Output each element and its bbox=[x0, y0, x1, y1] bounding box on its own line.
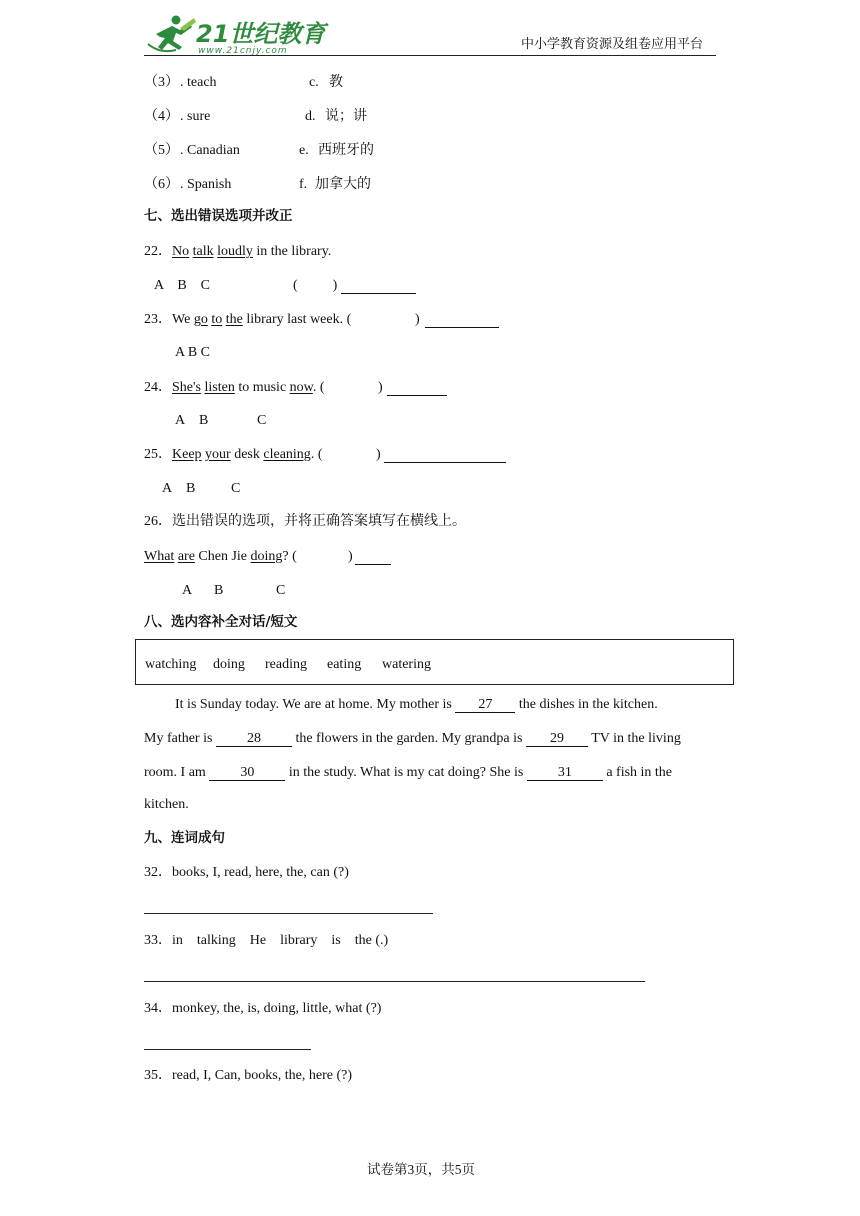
blank-30[interactable]: 30 bbox=[209, 765, 285, 781]
blank-27[interactable]: 27 bbox=[455, 697, 515, 713]
q25: 25．Keep your desk cleaning. ( bbox=[144, 447, 323, 462]
q24-paren-close: ) bbox=[378, 380, 383, 395]
word-bank-reading: reading bbox=[265, 657, 307, 672]
match-meaning-f: 加拿大的 bbox=[315, 177, 371, 192]
blank-29[interactable]: 29 bbox=[526, 731, 588, 747]
q26-opt-b: B bbox=[214, 583, 224, 598]
q23: 23．We go to the library last week. ( bbox=[144, 312, 352, 327]
q32: 32．books, I, read, here, the, can (?) bbox=[144, 865, 349, 880]
q25-opt-b: B bbox=[186, 481, 196, 496]
q26-paren-close: ) bbox=[348, 549, 353, 564]
logo-url-text: www.21cnjy.com bbox=[198, 46, 288, 56]
q23-option-c: the bbox=[225, 312, 243, 327]
q33: 33．in talking He library is the (.) bbox=[144, 933, 389, 948]
q32-answer-line[interactable] bbox=[144, 913, 433, 914]
platform-text: 中小学教育资源及组卷应用平台 bbox=[521, 36, 704, 51]
q22-answer-blank[interactable] bbox=[341, 281, 416, 294]
q26-option-b: are bbox=[177, 549, 195, 564]
q24-opt-c: C bbox=[257, 413, 267, 428]
q22 bbox=[144, 245, 331, 259]
q26: What are Chen Jie doing? ( bbox=[144, 549, 297, 564]
q25-option-b: your bbox=[205, 447, 231, 462]
q24-option-c: now bbox=[289, 380, 313, 395]
q33-answer-line[interactable] bbox=[144, 981, 645, 982]
match-meaning-e: 西班牙的 bbox=[318, 143, 374, 158]
q24: 24．She's listen to music now. ( bbox=[144, 380, 325, 395]
q26-answer-blank[interactable] bbox=[355, 552, 391, 565]
match-meaning-c: 教 bbox=[329, 75, 343, 90]
match-word-3: . teach bbox=[180, 75, 217, 90]
passage-line-3: room. I am 30 in the study. What is my cat doing? She is 31 a fish in the bbox=[144, 765, 673, 780]
q22-option-b: talk bbox=[192, 244, 214, 259]
match-letter-f: f. bbox=[299, 177, 308, 192]
page-footer: 试卷第3页，共5页 bbox=[367, 1162, 475, 1177]
q24-opt-b: B bbox=[199, 413, 209, 428]
match-num-6: （6） bbox=[144, 177, 179, 192]
section9-title: 九、连词成句 bbox=[144, 830, 225, 846]
q24-opt-a: A bbox=[175, 413, 186, 428]
q23-paren-close: ) bbox=[415, 312, 420, 327]
q34: 34．monkey, the, is, doing, little, what (?) bbox=[144, 1001, 382, 1016]
section8-title: 八、选内容补全对话/短文 bbox=[144, 614, 298, 630]
q23-option-a: go bbox=[193, 312, 208, 327]
q26-option-c: doing bbox=[250, 549, 283, 564]
word-bank-watering: watering bbox=[382, 657, 431, 672]
q34-answer-line[interactable] bbox=[144, 1049, 311, 1050]
passage-line-1: It is Sunday today. We are at home. My mother is 27 the dishes in the kitchen. bbox=[175, 697, 658, 712]
q26-instruction: 26．选出错误的选项，并将正确答案填写在横线上。 bbox=[144, 514, 466, 529]
match-num-4: （4） bbox=[144, 109, 179, 124]
q22-opts: A B C bbox=[154, 278, 211, 293]
q25-opt-c: C bbox=[231, 481, 241, 496]
q22-option-c: loudly bbox=[217, 244, 253, 259]
word-bank-box bbox=[135, 639, 734, 685]
q22-option-a: No bbox=[172, 244, 190, 259]
q35: 35．read, I, Can, books, the, here (?) bbox=[144, 1068, 352, 1083]
q25-answer-blank[interactable] bbox=[384, 450, 506, 463]
match-word-5: . Canadian bbox=[180, 143, 240, 158]
header-rule bbox=[144, 55, 716, 56]
q25-opt-a: A bbox=[162, 481, 173, 496]
match-letter-c: c. bbox=[309, 75, 319, 90]
q23-answer-blank[interactable] bbox=[425, 315, 499, 328]
logo-main-text: 21世纪教育 bbox=[196, 20, 326, 48]
q22-paren: ( ) bbox=[293, 278, 338, 293]
match-word-4: . sure bbox=[180, 109, 211, 124]
q24-answer-blank[interactable] bbox=[387, 383, 447, 396]
q23-option-b: to bbox=[211, 312, 223, 327]
section7-title: 七、选出错误选项并改正 bbox=[144, 208, 293, 224]
q24-option-b: listen bbox=[204, 380, 235, 395]
word-bank-watching: watching bbox=[145, 657, 197, 672]
q25-option-c: cleaning bbox=[263, 447, 311, 462]
q24-option-a: She's bbox=[172, 380, 201, 395]
passage-line-4: kitchen. bbox=[144, 797, 189, 812]
q25-option-a: Keep bbox=[172, 447, 202, 462]
q22-num: 22． bbox=[144, 244, 172, 259]
q23-opts: A B C bbox=[175, 345, 211, 360]
match-num-5: （5） bbox=[144, 143, 179, 158]
blank-31[interactable]: 31 bbox=[527, 765, 603, 781]
q25-paren-close: ) bbox=[376, 447, 381, 462]
q22-rest: in the library. bbox=[252, 244, 332, 259]
word-bank-doing: doing bbox=[213, 657, 245, 672]
word-bank-eating: eating bbox=[327, 657, 362, 672]
passage-line-2: My father is 28 the flowers in the garden. My grandpa is 29 TV in the living bbox=[144, 731, 681, 746]
q26-opt-c: C bbox=[276, 583, 286, 598]
match-meaning-d: 说；讲 bbox=[325, 109, 367, 124]
match-letter-d: d. bbox=[305, 109, 316, 124]
q26-option-a: What bbox=[144, 549, 175, 564]
logo-runner-icon bbox=[146, 14, 198, 54]
match-num-3: （3） bbox=[144, 75, 179, 90]
blank-28[interactable]: 28 bbox=[216, 731, 292, 747]
match-letter-e: e. bbox=[299, 143, 309, 158]
q26-opt-a: A bbox=[182, 583, 193, 598]
match-word-6: . Spanish bbox=[180, 177, 232, 192]
